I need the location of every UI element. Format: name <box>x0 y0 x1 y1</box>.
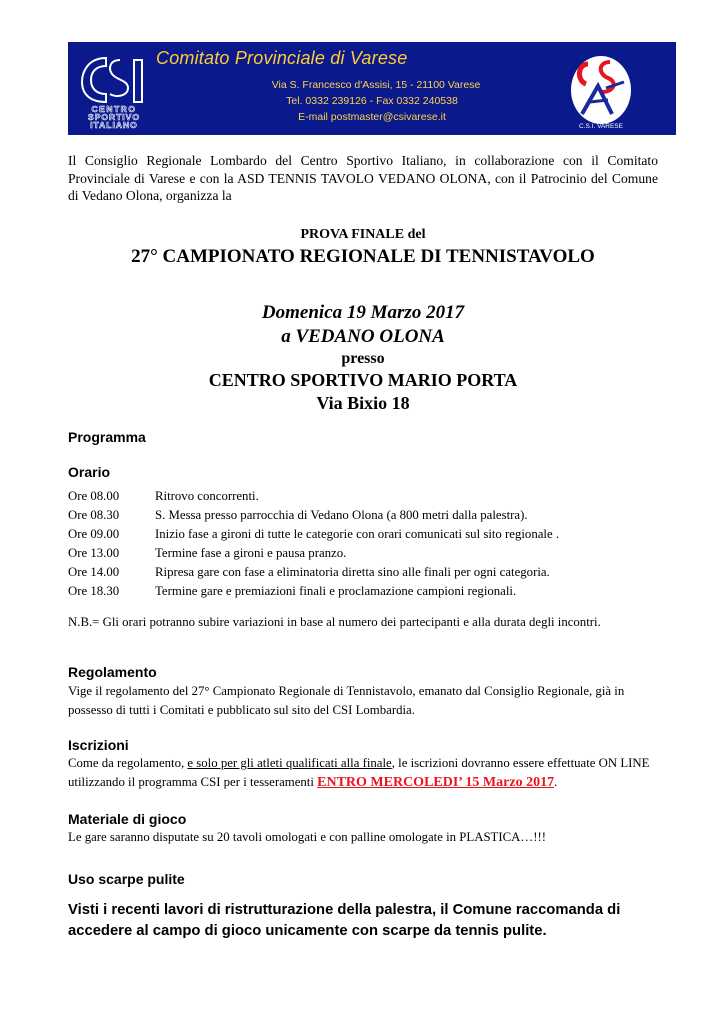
uso-text: Visti i recenti lavori di ristrutturazione della palestra, il Comune raccomanda di accedere al campo di gioco unicamente con scarpe da tennis pulite. <box>68 902 621 939</box>
uso-heading: Uso scarpe pulite <box>68 871 185 887</box>
schedule-time: Ore 09.00 <box>68 527 120 541</box>
logo-left-line2: SPORTIVO <box>88 112 140 122</box>
iscrizioni-text <box>68 754 668 792</box>
schedule-desc: S. Messa presso parrocchia di Vedano Olona (a 800 metri dalla palestra). <box>155 508 528 522</box>
title-championship: 27° CAMPIONATO REGIONALE DI TENNISTAVOLO <box>131 246 595 267</box>
event-date: Domenica 19 Marzo 2017 <box>261 302 465 323</box>
header-banner <box>68 42 676 135</box>
logo-left-line1: CENTRO <box>91 104 137 114</box>
title-line1: PROVA FINALE del <box>300 227 426 242</box>
regolamento-text: Vige il regolamento del 27° Campionato Regionale di Tennistavolo, emanato dal Consiglio Regionale, già in possesso di tutti i Comitati e pubblicato sul sito del CSI Lombardia. <box>68 684 625 717</box>
iscrizioni-underlined: e solo per gli atleti qualificati alla finale <box>187 756 392 770</box>
schedule-time: Ore 14.00 <box>68 565 120 579</box>
schedule-time: Ore 18.30 <box>68 584 120 598</box>
iscrizioni-deadline: ENTRO MERCOLEDI’ 15 Marzo 2017 <box>317 775 555 790</box>
materiale-heading: Materiale di gioco <box>68 811 187 827</box>
event-place: a VEDANO OLONA <box>281 326 445 347</box>
iscrizioni-text-b: , le iscrizioni dovranno essere effettuate ON LINE utilizzando il programma CSI per i tesseramenti <box>68 756 650 789</box>
schedule-desc: Ripresa gare con fase a eliminatoria diretta sino alle finali per ogni categoria. <box>155 565 550 579</box>
schedule-desc: Inizio fase a gironi di tutte le categorie con orari comunicati sul sito regionale . <box>155 527 560 541</box>
iscrizioni-text-a: Come da regolamento, <box>68 756 188 770</box>
schedule-note: N.B.= Gli orari potranno subire variazioni in base al numero dei partecipanti e alla durata degli incontri. <box>68 615 601 629</box>
schedule-row <box>68 525 668 544</box>
iscrizioni-text-c: . <box>554 775 558 789</box>
venue-street: Via Bixio 18 <box>316 393 410 413</box>
logo-right-label: C.S.I. VARESE <box>579 123 623 130</box>
venue-name: CENTRO SPORTIVO MARIO PORTA <box>208 370 518 390</box>
iscrizioni-heading: Iscrizioni <box>68 737 129 753</box>
intro-paragraph: Il Consiglio Regionale Lombardo del Centro Sportivo Italiano, in collaborazione con il Comitato Provinciale di Varese e con la ASD TENNIS TAVOLO VEDANO OLONA, con il Patrocinio del Comune di Vedano Olona, organizza la <box>68 153 658 203</box>
schedule-row <box>68 487 668 506</box>
schedule-desc: Termine fase a gironi e pausa pranzo. <box>155 546 347 560</box>
banner-phone: Tel. 0332 239126 - Fax 0332 240538 <box>286 95 458 107</box>
schedule-time: Ore 08.00 <box>68 489 120 503</box>
schedule-time: Ore 13.00 <box>68 546 120 560</box>
schedule-row <box>68 506 668 525</box>
logo-left-line3: ITALIANO <box>90 120 138 130</box>
schedule-row <box>68 563 668 582</box>
orario-heading: Orario <box>68 464 111 480</box>
banner-title: Comitato Provinciale di Varese <box>156 48 408 68</box>
schedule-time: Ore 08.30 <box>68 508 120 522</box>
banner-email: E-mail postmaster@csivarese.it <box>298 111 446 123</box>
schedule-desc: Ritrovo concorrenti. <box>155 489 259 503</box>
programma-heading: Programma <box>68 429 146 445</box>
materiale-text: Le gare saranno disputate su 20 tavoli omologati e con palline omologate in PLASTICA…!!! <box>68 830 546 844</box>
csi-varese-logo-icon <box>568 52 634 132</box>
schedule-desc: Termine gare e premiazioni finali e proclamazione campioni regionali. <box>155 584 517 598</box>
schedule-table <box>68 487 668 601</box>
schedule-row <box>68 544 668 563</box>
regolamento-heading: Regolamento <box>68 664 157 680</box>
schedule-row <box>68 582 668 601</box>
banner-address: Via S. Francesco d'Assisi, 15 - 21100 Varese <box>271 79 481 91</box>
presso-label: presso <box>341 350 385 367</box>
